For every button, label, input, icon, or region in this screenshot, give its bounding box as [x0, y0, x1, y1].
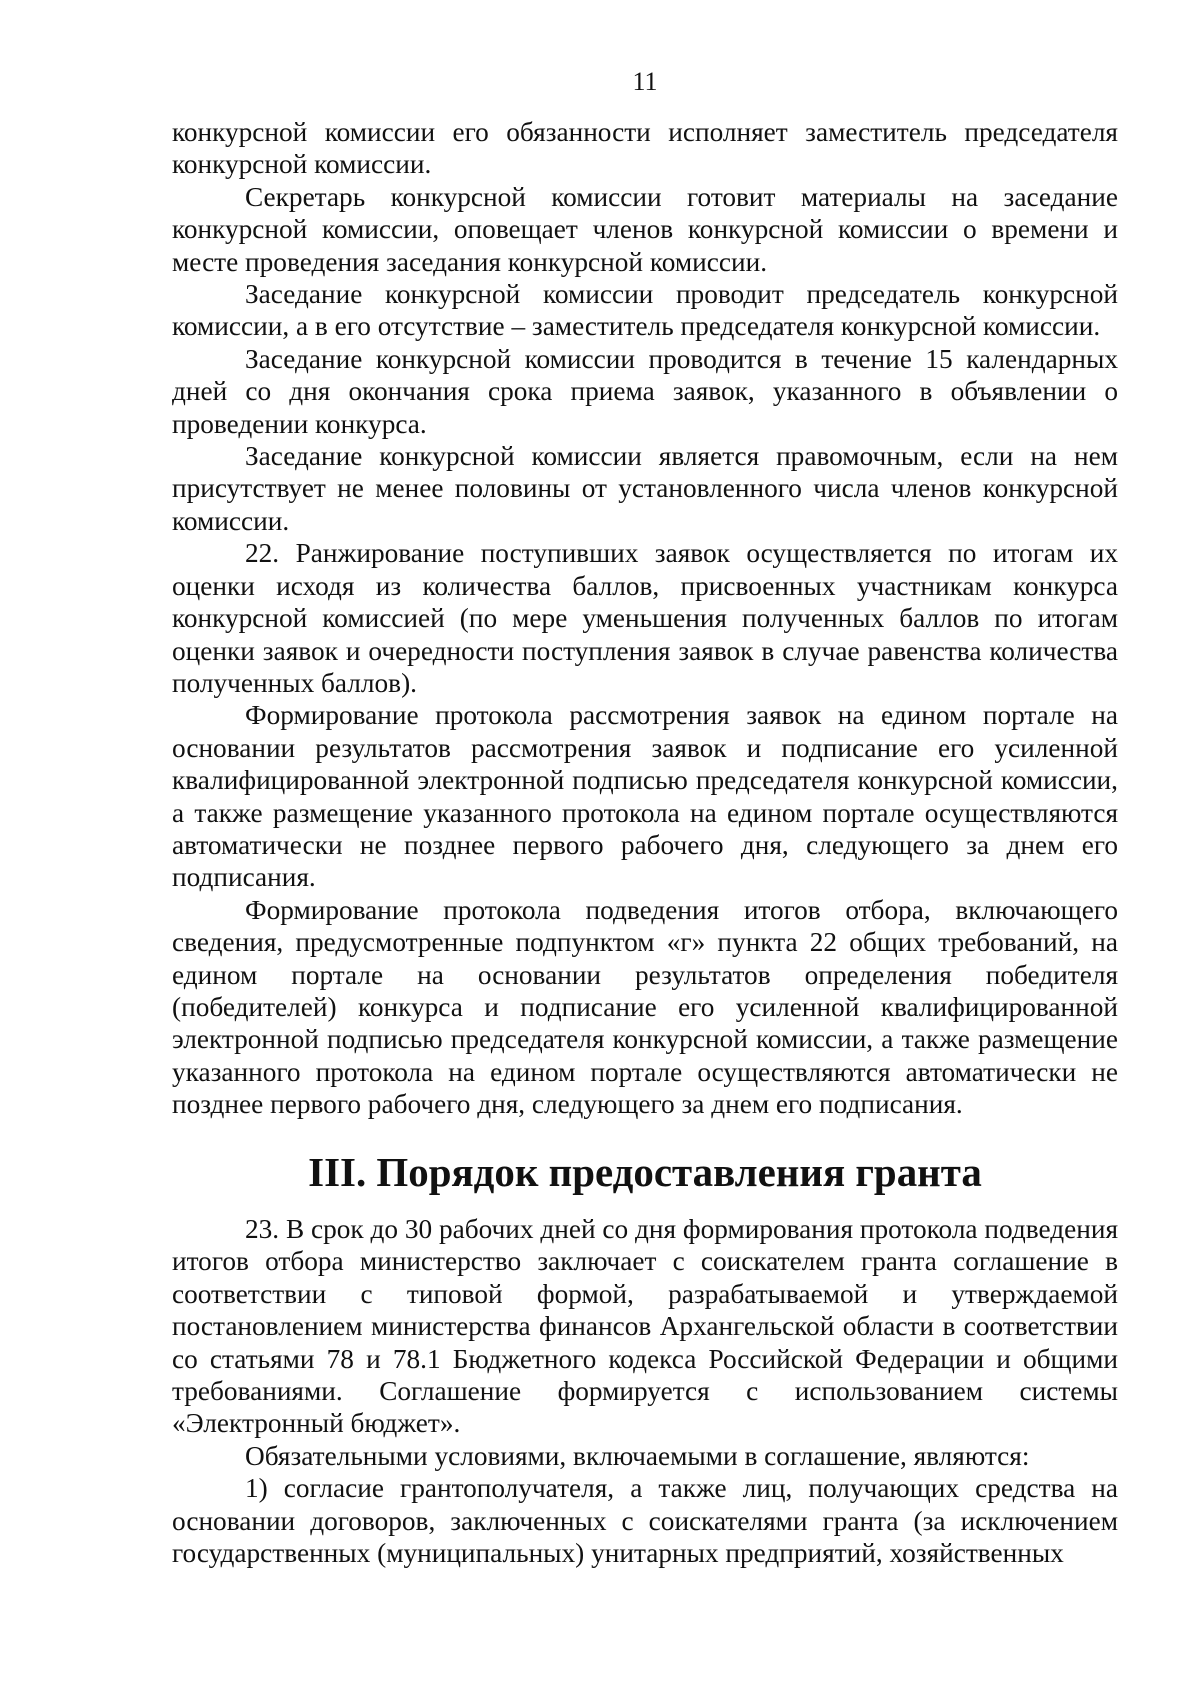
paragraph-mandatory-conditions: Обязательными условиями, включаемыми в соглашение, являются: [245, 1440, 1030, 1471]
paragraph-meeting-chair: Заседание конкурсной комиссии проводит председатель конкурсной комиссии, а в его отсутствие – заместитель председателя конкурсной комиссии. [172, 279, 1118, 342]
paragraph-review-protocol: Формирование протокола рассмотрения заявок на едином портале на основании результатов рассмотрения заявок и подписание его усиленной квалифицированной электронной подписью председателя конкурсной комиссии, а также размещение указанного протокола на едином портале осуществляются автоматически не позднее первого рабочего дня, следующего за днем его подписания. [172, 700, 1118, 893]
paragraph-item-22: 22. Ранжирование поступивших заявок осуществляется по итогам их оценки исходя из количества баллов, присвоенных участникам конкурса конкурсной комиссией (по мере уменьшения полученных баллов по итогам оценки заявок и очередности поступления заявок в случае равенства количества полученных баллов). [172, 538, 1118, 698]
paragraph-condition-1: 1) согласие грантополучателя, а также лиц, получающих средства на основании договоров, заключенных с соискателями гранта (за исключением государственных (муниципальных) унитарных предприятий, хозяйственных [172, 1473, 1118, 1569]
paragraph-results-protocol: Формирование протокола подведения итогов отбора, включающего сведения, предусмотренные подпунктом «г» пункта 22 общих требований, на едином портале на основании результатов определения победителя (победителей) конкурса и подписание его усиленной квалифицированной электронной подписью председателя конкурсной комиссии, а также размещение указанного протокола на едином портале осуществляются автоматически не позднее первого рабочего дня, следующего за днем его подписания. [172, 894, 1118, 1120]
paragraph-quorum: Заседание конкурсной комиссии является правомочным, если на нем присутствует не менее половины от установленного числа членов конкурсной комиссии. [172, 441, 1118, 536]
paragraph-continued: конкурсной комиссии его обязанности исполняет заместитель председателя конкурсной комиссии. [172, 117, 1118, 180]
page-number: 11 [632, 67, 658, 96]
paragraph-secretary: Секретарь конкурсной комиссии готовит материалы на заседание конкурсной комиссии, оповещает членов конкурсной комиссии о времени и месте проведения заседания конкурсной комиссии. [172, 181, 1118, 277]
document-body [172, 116, 1118, 1569]
paragraph-meeting-term: Заседание конкурсной комиссии проводится в течение 15 календарных дней со дня окончания срока приема заявок, указанного в объявлении о проведении конкурса. [172, 343, 1118, 439]
section-heading: III. Порядок предоставления гранта [308, 1149, 982, 1195]
paragraph-item-23: 23. В срок до 30 рабочих дней со дня формирования протокола подведения итогов отбора министерство заключает с соискателем гранта соглашение в соответствии с типовой формой, разрабатываемой и утверждаемой постановлением министерства финансов Архангельской области в соответствии со статьями 78 и 78.1 Бюджетного кодекса Российской Федерации и общими требованиями. Соглашение формируется с использованием системы «Электронный бюджет». [172, 1214, 1118, 1439]
